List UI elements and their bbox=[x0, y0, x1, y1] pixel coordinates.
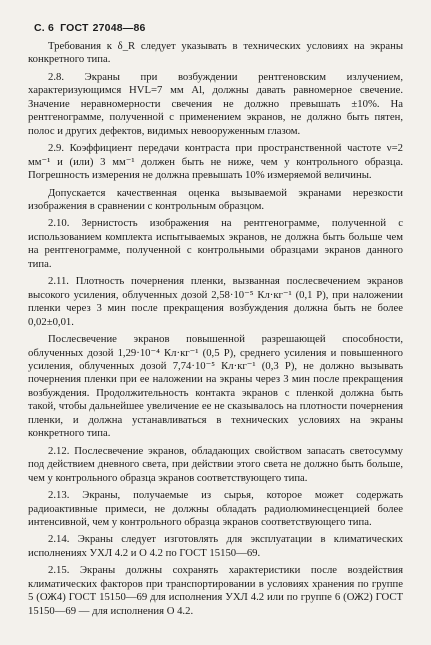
paragraph-qualitative-assessment: Допускается качественная оценка вызываемой экранами нерезкости изображения в сравнении с контрольным образцом. bbox=[28, 186, 403, 212]
paragraph-2-13: 2.13. Экраны, получаемые из сырья, которое может содержать радиоактивные примеси, не должны обладать радиолюминесценцией более интенсивной, чем у контрольного образца экранов соответствующего типа. bbox=[28, 489, 403, 528]
paragraph-afterglow: Послесвечение экранов повышенной разрешающей способности, облученных дозой 1,29·10⁻⁴ Кл·кг⁻¹ (0,5 Р), среднего усиления и повышенного усиления, облученных дозой 7,74·10⁻⁵ Кл·кг⁻¹ (0,3 Р), не должно вызывать почернения пленки при ее наложении на экраны через 3 мин после прекращения возбуждения. Продолжительность контакта экранов с пленкой должна быть такой, чтобы дальнейшее увеличение ее не сказывалось на плотности почернения пленки, и должна устанавливаться в технических условиях на экраны конкретного типа. bbox=[28, 333, 403, 440]
page-header bbox=[34, 22, 403, 34]
page-number: С. 6 bbox=[34, 22, 55, 34]
paragraph-requirements-delta: Требования к δ_R следует указывать в технических условиях на экраны конкретного типа. bbox=[28, 40, 403, 66]
paragraph-2-14: 2.14. Экраны следует изготовлять для эксплуатации в климатических исполнениях УХЛ 4.2 и О 4.2 по ГОСТ 15150—69. bbox=[28, 533, 403, 559]
document-body bbox=[28, 40, 403, 618]
paragraph-2-10: 2.10. Зернистость изображения на рентгенограмме, полученной с использованием комплекта испытываемых экранов, не должна быть больше чем на рентгенограмме, полученной с контрольными образцами экранов данного типа. bbox=[28, 217, 403, 270]
standard-code: ГОСТ bbox=[60, 22, 89, 34]
paragraph-2-15: 2.15. Экраны должны сохранять характеристики после воздействия климатических факторов при транспортировании в условиях хранения по группе 5 (ОЖ4) ГОСТ 15150—69 для исполнения УХЛ 4.2 или по группе 6 (ОЖ2) ГОСТ 15150—69 — для исполнения О 4.2. bbox=[28, 564, 403, 617]
paragraph-2-8: 2.8. Экраны при возбуждении рентгеновским излучением, характеризующимся HVL=7 мм Al, должны давать равномерное свечение. Значение неравномерности свечения не должно превышать ±10%. На рентгенограмме, полученной с применением экранов, не должно быть пятен, полос и других дефектов, видимых невооруженным глазом. bbox=[28, 70, 403, 137]
paragraph-2-11: 2.11. Плотность почернения пленки, вызванная послесвечением экранов высокого усиления, облученных дозой 2,58·10⁻⁵ Кл·кг⁻¹ (0,1 Р), при наложении пленки через 3 мин после прекращения возбуждения должна быть не более 0,02±0,01. bbox=[28, 275, 403, 328]
standard-number: 27048—86 bbox=[92, 22, 146, 34]
paragraph-2-12: 2.12. Послесвечение экранов, обладающих свойством запасать светосумму под действием дневного света, при действии этого света не должно быть больше, чем у контрольного образца экранов соответствующего типа. bbox=[28, 444, 403, 484]
paragraph-2-9: 2.9. Коэффициент передачи контраста при пространственной частоте ν=2 мм⁻¹ и (или) 3 мм⁻¹ должен быть не ниже, чем у контрольного образца. Погрешность измерения не должна превышать 10% измеряемой величины. bbox=[28, 142, 403, 182]
